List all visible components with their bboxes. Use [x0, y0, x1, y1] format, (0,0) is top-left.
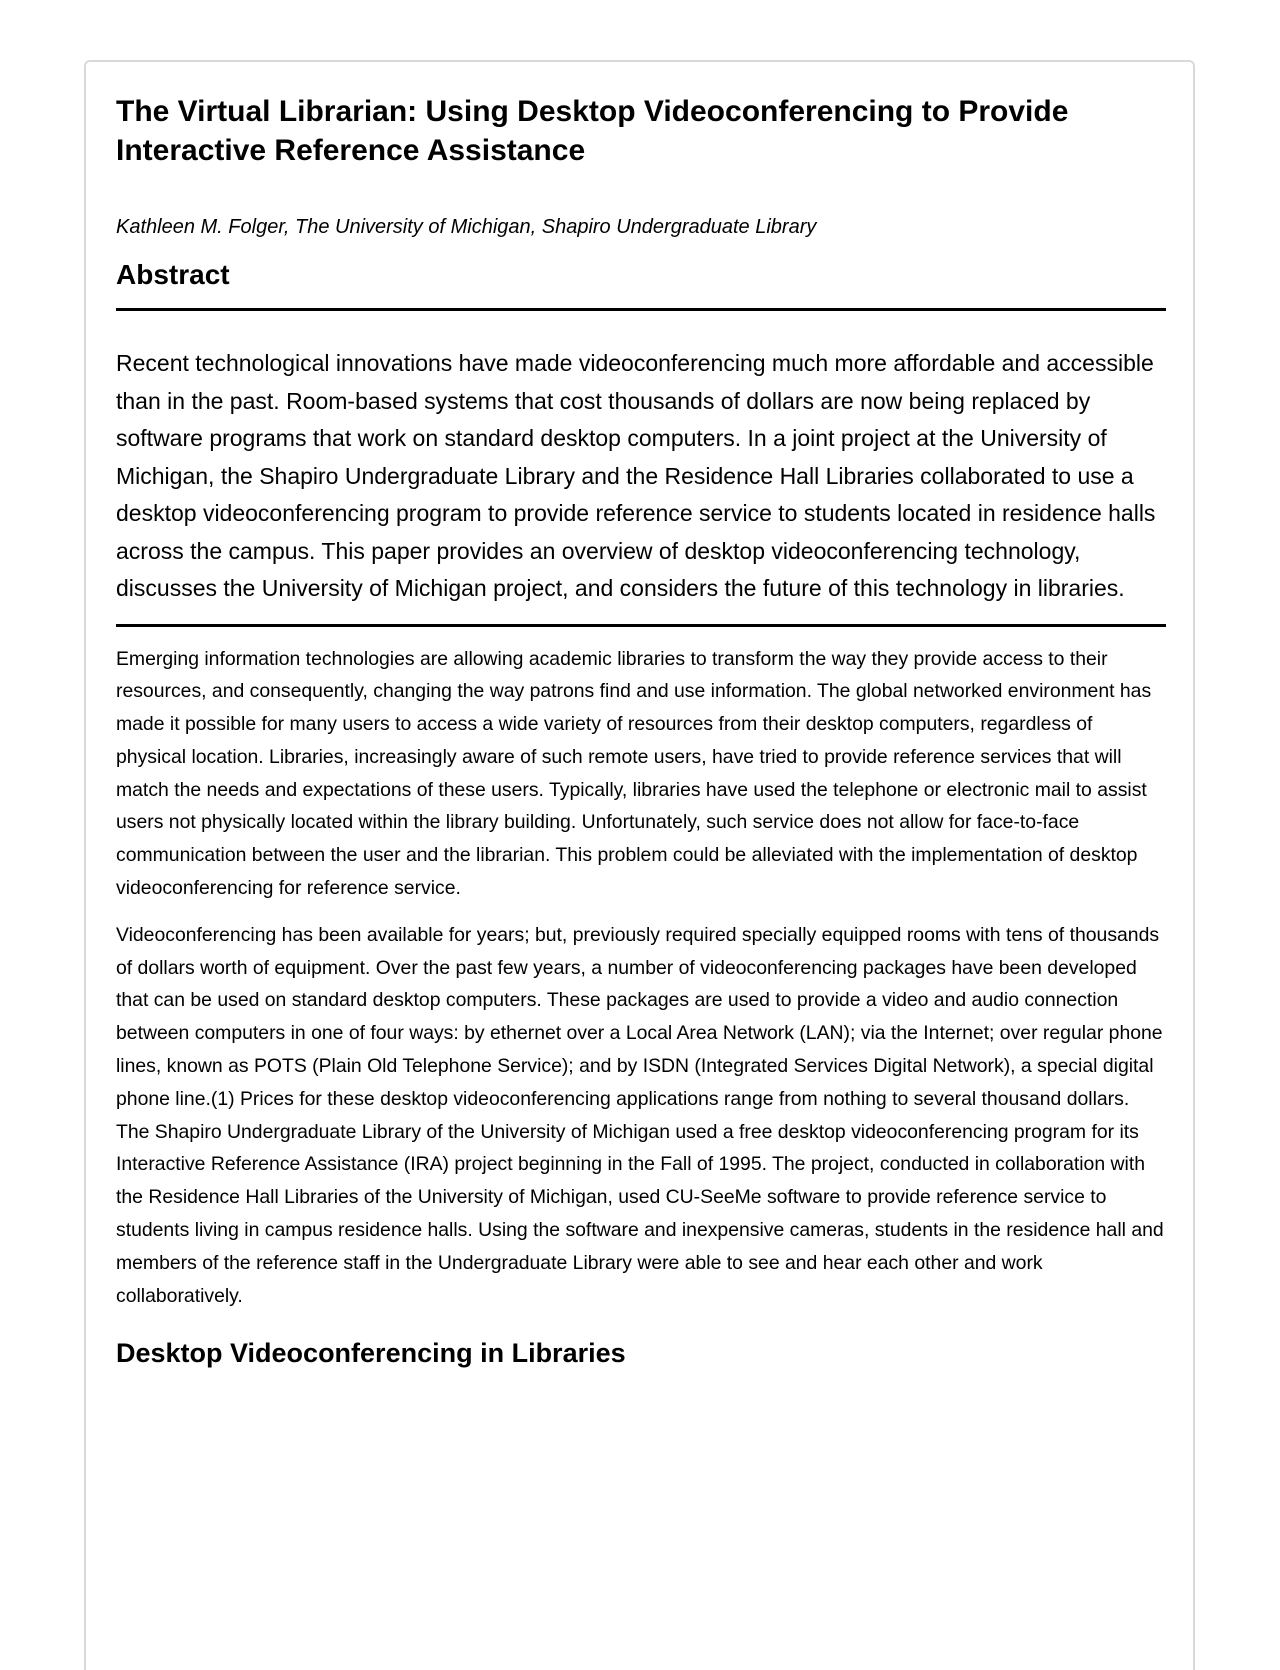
abstract-text: Recent technological innovations have made videoconferencing much more affordable and accessible than in the past. Room-based systems that cost thousands of dollars are now being replaced by software programs that work on standard desktop computers. In a joint project at the University of Michigan, the Shapiro Undergraduate Library and the Residence Hall Libraries collaborated to use a desktop videoconferencing program to provide reference service to students located in residence halls across the campus. This paper provides an overview of desktop videoconferencing technology, discusses the University of Michigan project, and considers the future of this technology in libraries.: [116, 350, 1156, 601]
body-paragraph-2: Videoconferencing has been available for years; but, previously required specially equipped rooms with tens of thousands of dollars worth of equipment. Over the past few years, a number of videoconferencing packages have been developed that can be used on standard desktop computers. These packages are used to provide a video and audio connection between computers in one of four ways: by ethernet over a Local Area Network (LAN); via the Internet; over regular phone lines, known as POTS (Plain Old Telephone Service); and by ISDN (Integrated Services Digital Network), a special digital phone line.(1) Prices for these desktop videoconferencing applications range from nothing to several thousand dollars. The Shapiro Undergraduate Library of the University of Michigan used a free desktop videoconferencing program for its Interactive Reference Assistance (IRA) project beginning in the Fall of 1995. The project, conducted in collaboration with the Residence Hall Libraries of the University of Michigan, used CU-SeeMe software to provide reference service to students living in campus residence halls. Using the software and inexpensive cameras, students in the residence hall and members of the reference staff in the Undergraduate Library were able to see and hear each other and work collaboratively.: [116, 923, 1164, 1307]
abstract-heading: Abstract: [116, 259, 230, 290]
article-card: [84, 60, 1195, 1670]
abstract-bottom-rule: [116, 624, 1166, 627]
article-title: The Virtual Librarian: Using Desktop Videoconferencing to Provide Interactive Reference Assistance: [116, 95, 1069, 167]
author-byline: Kathleen M. Folger, The University of Michigan, Shapiro Undergraduate Library: [116, 216, 817, 238]
body-paragraph-1: Emerging information technologies are allowing academic libraries to transform the way they provide access to their resources, and consequently, changing the way patrons find and use information. The global networked environment has made it possible for many users to access a wide variety of resources from their desktop computers, regardless of physical location. Libraries, increasingly aware of such remote users, have tried to provide reference services that will match the needs and expectations of these users. Typically, libraries have used the telephone or electronic mail to assist users not physically located within the library building. Unfortunately, such service does not allow for face-to-face communication between the user and the librarian. This problem could be alleviated with the implementation of desktop videoconferencing for reference service.: [116, 647, 1152, 900]
article-content: [116, 92, 1166, 1370]
section-heading: Desktop Videoconferencing in Libraries: [116, 1338, 626, 1369]
abstract-top-rule: [116, 308, 1166, 311]
